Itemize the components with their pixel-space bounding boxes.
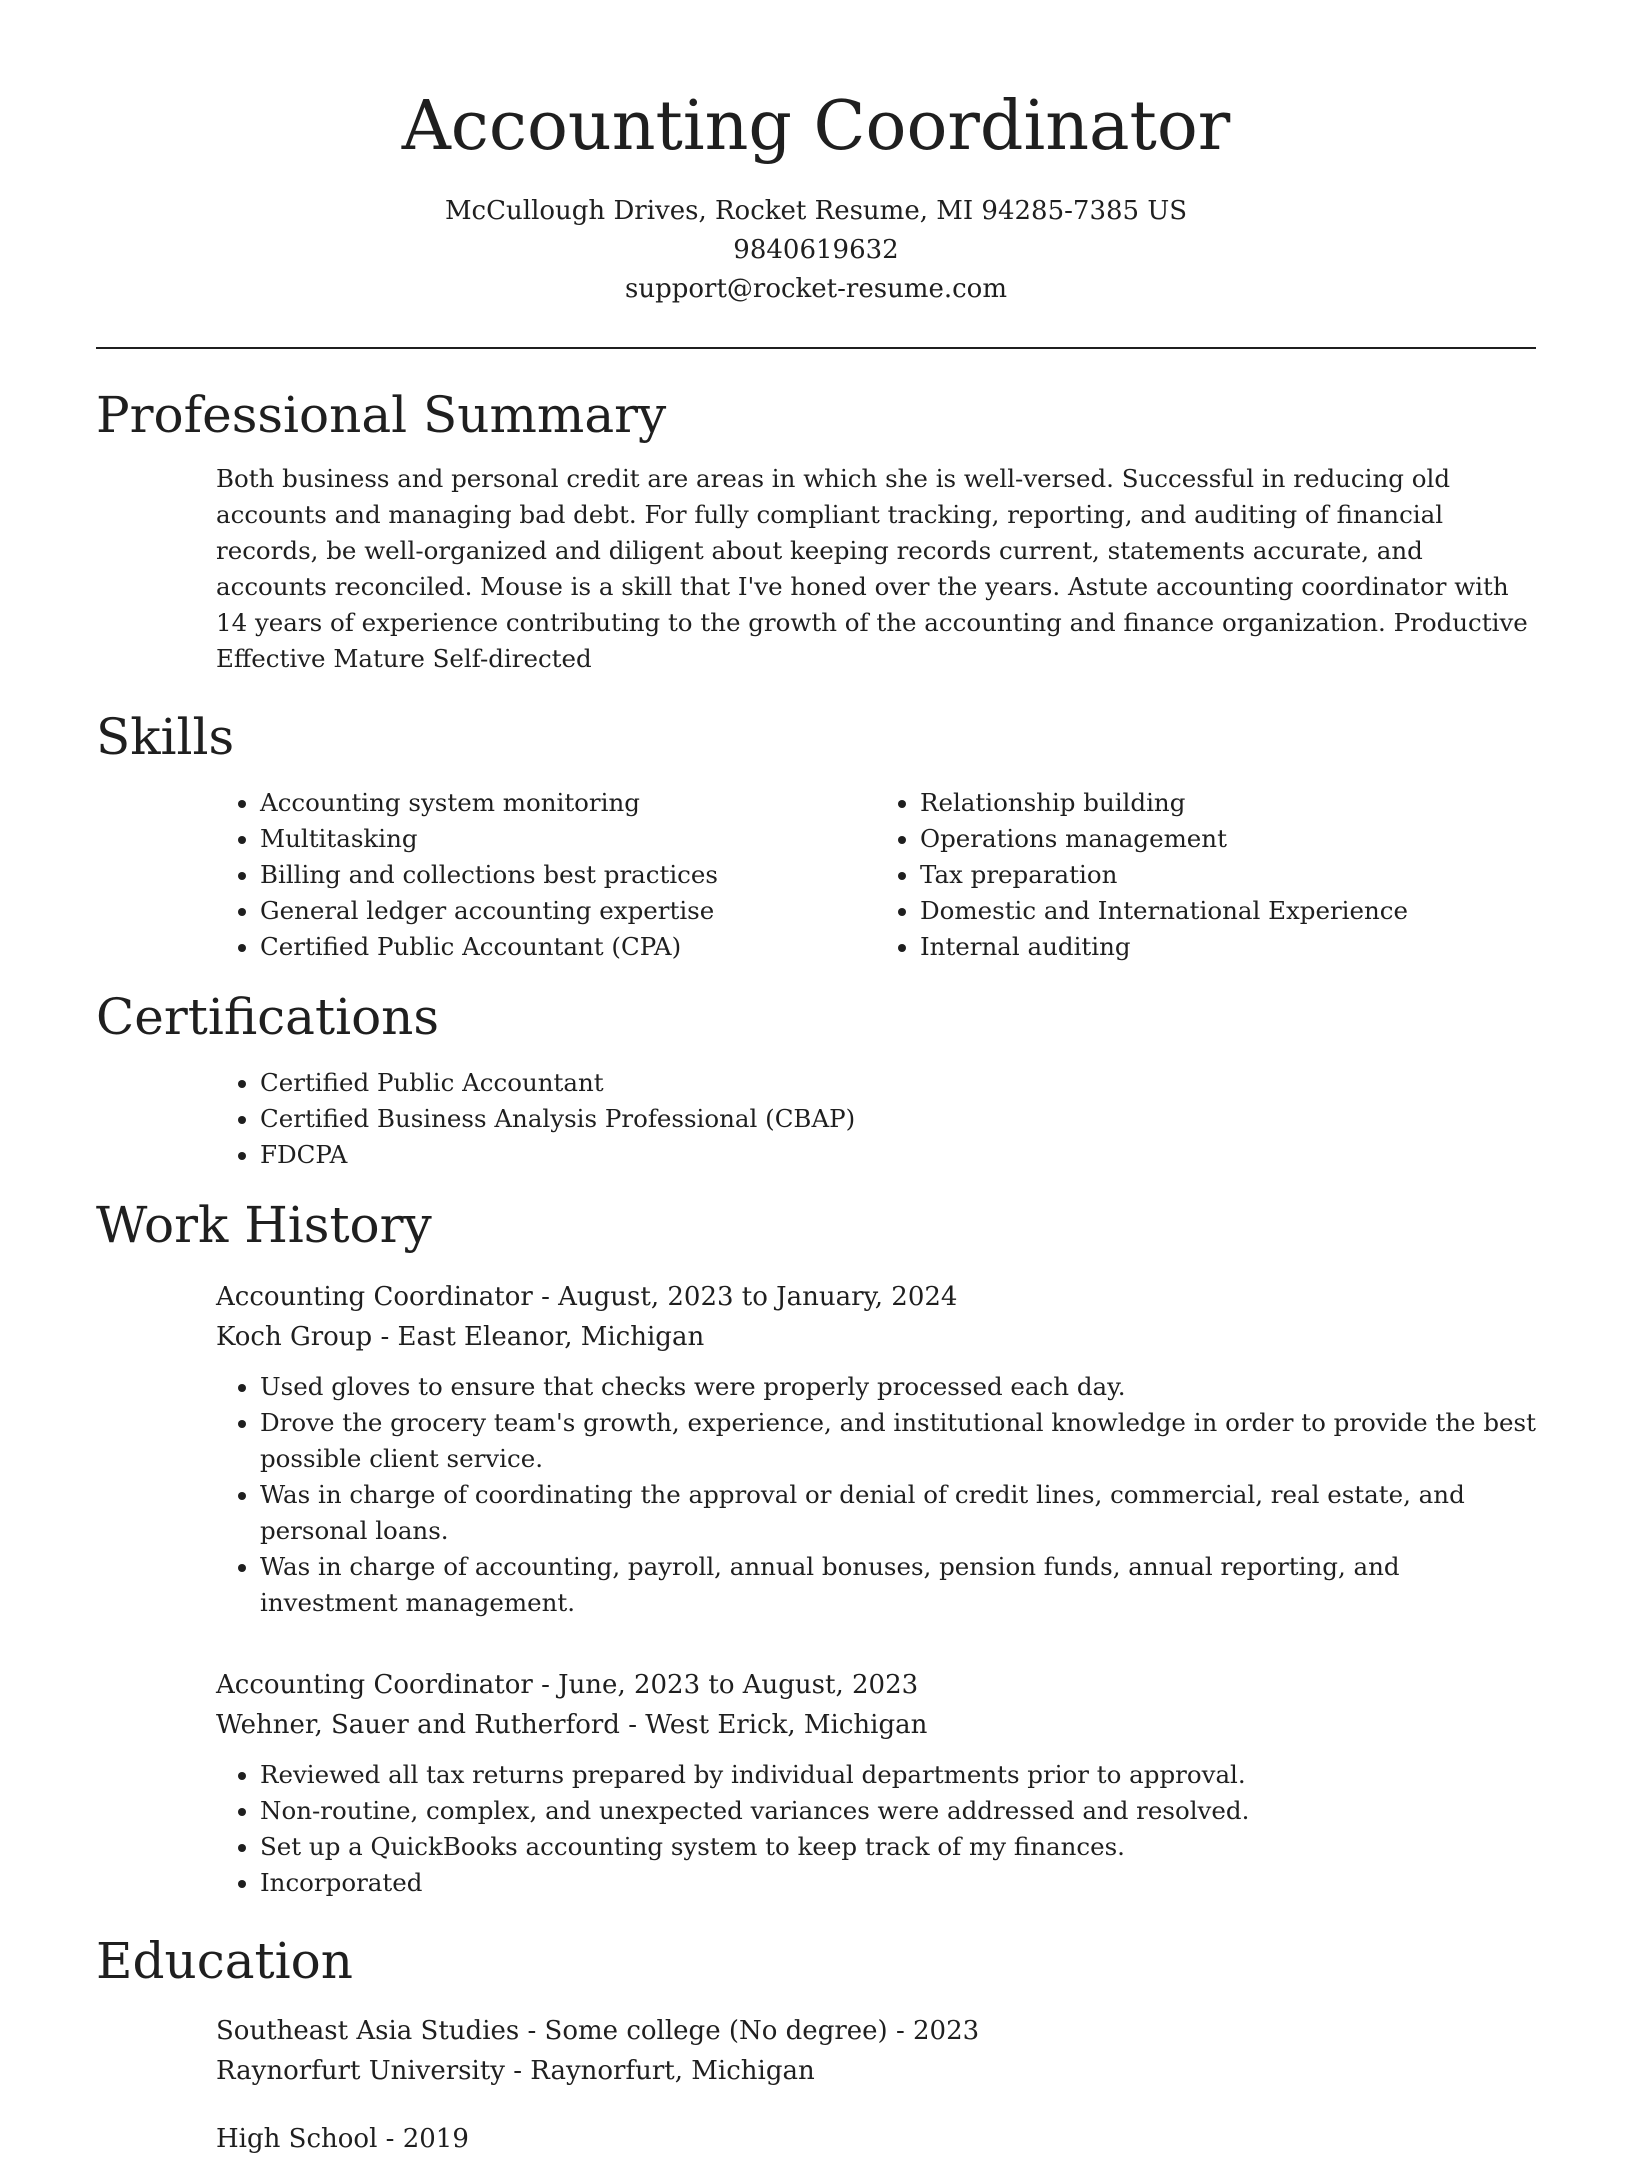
- skill-item: • Certified Public Accountant (CPA): [260, 929, 876, 965]
- certifications-list: [216, 1065, 1536, 1173]
- resume-name: Accounting Coordinator: [401, 87, 1231, 166]
- certification-item: • FDCPA: [260, 1137, 1536, 1173]
- education-section: [216, 2011, 1536, 2159]
- job-entry: [216, 1277, 1536, 1621]
- skill-item: • Operations management: [920, 821, 1536, 857]
- skill-item: • Internal auditing: [920, 929, 1536, 965]
- job-bullets: [216, 1757, 1536, 1901]
- skill-item: • Billing and collections best practices: [260, 857, 876, 893]
- skills-list-right: [876, 785, 1536, 965]
- skills-section: [216, 785, 1536, 965]
- job-bullet: • Was in charge of accounting, payroll, annual bonuses, pension funds, annual reporting, and investment management.: [260, 1549, 1536, 1621]
- summary-text: Both business and personal credit are areas in which she is well-versed. Successful in reducing old accounts and managing bad debt. For fully compliant tracking, reporting, and auditing of financial records, be well-organized and diligent about keeping records current, statements accurate, and accounts reconciled. Mouse is a skill that I've honed over the years. Astute accounting coordinator with 14 years of experience contributing to the growth of the accounting and finance organization. Productive Effective Mature Self-directed: [216, 464, 1528, 673]
- education-heading: Education: [96, 1932, 353, 1990]
- skills-heading: Skills: [96, 708, 235, 766]
- certification-item: • Certified Public Accountant: [260, 1065, 1536, 1101]
- certifications-section: [216, 1065, 1536, 1173]
- contact-email: support@rocket-resume.com: [624, 274, 1007, 304]
- job-dates: - June, 2023 to August, 2023: [532, 1670, 919, 1700]
- job-bullet: • Non-routine, complex, and unexpected variances were addressed and resolved.: [260, 1793, 1536, 1829]
- contact-block: [96, 192, 1536, 309]
- job-company: Wehner, Sauer and Rutherford: [216, 1710, 620, 1740]
- education-location: - Raynorfurt, Michigan: [504, 2056, 815, 2086]
- contact-phone: 9840619632: [733, 235, 899, 265]
- job-bullets: [216, 1369, 1536, 1621]
- contact-address: McCullough Drives, Rocket Resume, MI 94285-7385 US: [444, 196, 1188, 226]
- job-bullet: • Drove the grocery team's growth, experience, and institutional knowledge in order to provide the best possible client service.: [260, 1405, 1536, 1477]
- job-location: - East Eleanor, Michigan: [372, 1322, 705, 1352]
- skill-item: • Domestic and International Experience: [920, 893, 1536, 929]
- education-entry: [216, 2119, 1536, 2159]
- job-title-line: [216, 1665, 1536, 1705]
- job-dates: - August, 2023 to January, 2024: [532, 1282, 958, 1312]
- job-role: Accounting Coordinator: [216, 1282, 533, 1312]
- skill-item: • Multitasking: [260, 821, 876, 857]
- education-entry: [216, 2011, 1536, 2091]
- job-company: Koch Group: [216, 1322, 373, 1352]
- education-degree-line: High School - 2019: [216, 2124, 469, 2154]
- education-degree-line: Southeast Asia Studies - Some college (No degree) - 2023: [216, 2016, 980, 2046]
- skills-grid: [216, 785, 1536, 965]
- summary-section: [216, 461, 1536, 677]
- job-bullet: • Used gloves to ensure that checks were properly processed each day.: [260, 1369, 1536, 1405]
- job-bullet: • Incorporated: [260, 1865, 1536, 1901]
- skill-item: • Tax preparation: [920, 857, 1536, 893]
- job-location: - West Erick, Michigan: [619, 1710, 928, 1740]
- job-title-line: [216, 1277, 1536, 1317]
- job-bullet: • Set up a QuickBooks accounting system to keep track of my finances.: [260, 1829, 1536, 1865]
- skill-item: • Relationship building: [920, 785, 1536, 821]
- education-school-line: [216, 2051, 1536, 2091]
- resume-header: [96, 0, 1536, 309]
- summary-heading: Professional Summary: [96, 386, 667, 444]
- skills-list-left: [216, 785, 876, 965]
- job-entry: [216, 1665, 1536, 1901]
- header-divider: [96, 347, 1536, 349]
- skill-item: • General ledger accounting expertise: [260, 893, 876, 929]
- job-bullet: • Reviewed all tax returns prepared by individual departments prior to approval.: [260, 1757, 1536, 1793]
- job-bullet: • Was in charge of coordinating the approval or denial of credit lines, commercial, real estate, and personal loans.: [260, 1477, 1536, 1549]
- education-school: Raynorfurt University: [216, 2056, 505, 2086]
- certifications-heading: Certifications: [96, 988, 440, 1046]
- resume-page: [96, 0, 1536, 2159]
- work-history-section: [216, 1277, 1536, 1901]
- job-role: Accounting Coordinator: [216, 1670, 533, 1700]
- work-history-heading: Work History: [96, 1196, 432, 1254]
- skill-item: • Accounting system monitoring: [260, 785, 876, 821]
- certification-item: • Certified Business Analysis Professional (CBAP): [260, 1101, 1536, 1137]
- job-company-line: [216, 1705, 1536, 1745]
- job-company-line: [216, 1317, 1536, 1357]
